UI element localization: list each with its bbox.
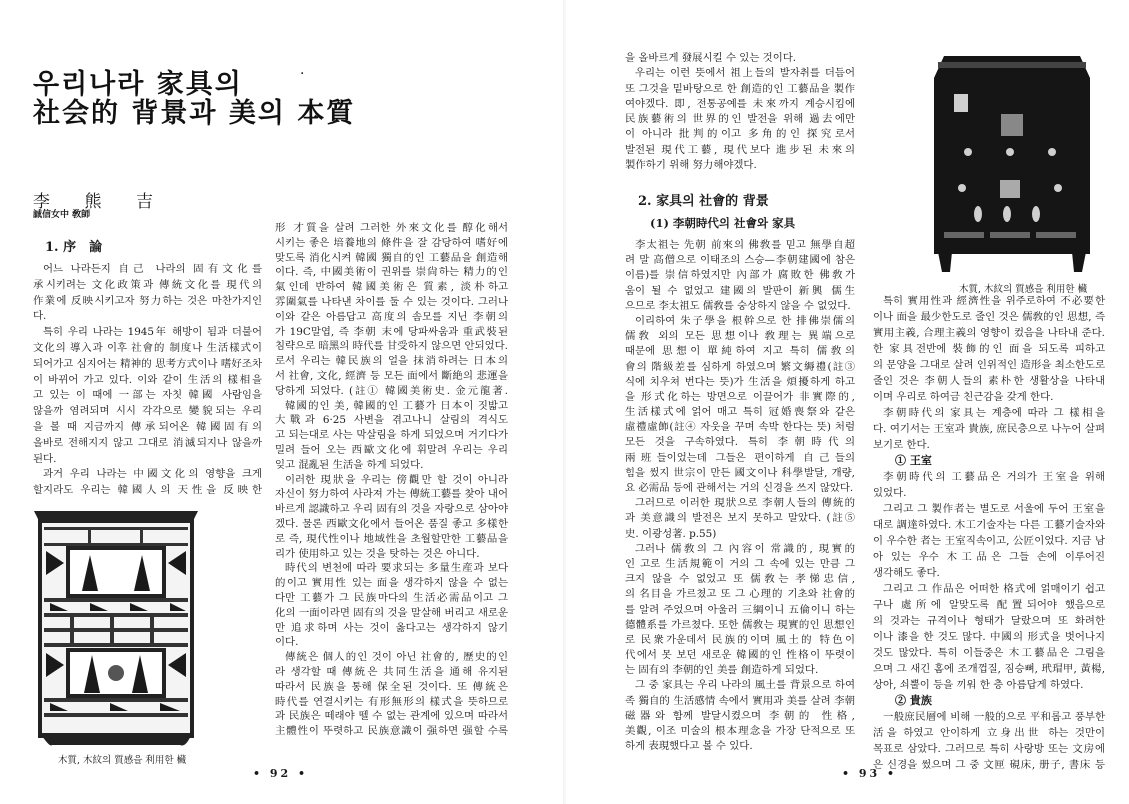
text-line: 이러한 現狀을 우리는 傍觀만 할 것이 아니라 xyxy=(285,473,508,486)
left-column-1 xyxy=(33,262,262,499)
text-line: 고 되는대로 사는 막살림을 하게 되었으며 거기다가 xyxy=(275,429,508,442)
text-line: 그러나 儒敎의 그 內容이 常識的, 現實的 xyxy=(635,542,855,555)
text-line: 美觀, 이조 미술의 根本理念을 가장 단적으로 또 xyxy=(625,725,855,737)
text-line: 그리고 그 作品은 어떠한 格式에 얽매이기 쉽고 xyxy=(883,583,1105,595)
paragraph xyxy=(625,66,855,173)
cabinet-photo-left xyxy=(30,503,202,748)
text-line: 을 形式化하는 방면으로 이끌어가 非實際的, xyxy=(625,390,855,403)
text-line: 이리하여 朱子學을 根幹으로 한 排佛崇儒의 xyxy=(635,314,855,327)
text-line: 雰圍氣를 나타낸 차이를 둘 수 있는 것이다. 그러나 xyxy=(275,295,508,308)
text-line: 것도 많았다. 특히 이들중은 木工藝品은 그림을 xyxy=(873,647,1105,659)
text-line: 會의 階級差를 심하게 하였으며 繁文縟禮(註③ xyxy=(625,360,855,373)
subheading: ② 貴族 xyxy=(895,694,932,707)
text-line: 당하게 되었다. (註① 韓國美術史. 金元龍著. xyxy=(275,384,508,397)
text-line: 리가 使用하고 있는 것을 탓하는 것은 아니다. xyxy=(275,547,480,560)
text-line: 할지라도 우리는 韓國人의 天性을 反映한 xyxy=(33,484,262,497)
paragraph xyxy=(625,678,855,754)
paragraph xyxy=(873,293,1105,405)
text-line: 로 民衆가운데서 民族的이며 風土的 特色이 xyxy=(625,633,855,646)
text-line: 이 아니라 批判的이고 多角的인 探究로서 xyxy=(625,128,855,141)
text-line: 民族藝術의 世界的인 발전을 위해 過去에만 xyxy=(625,113,855,126)
paragraph xyxy=(625,542,855,679)
text-line: 않을까 염려되며 시시 각각으로 變貌되는 우리 xyxy=(33,405,262,418)
text-line: 한 家具전반에 裝飾的인 面을 되도록 피하고 xyxy=(873,343,1105,355)
text-line: 특히 實用性과 經濟性을 위주로하여 不必要한 xyxy=(883,295,1105,307)
text-line: 과 民族은 떼래야 뗄 수 없는 관계에 있으며 따라서 xyxy=(275,710,508,723)
text-line: 발전된 現代工藝, 現代보다 進步된 未來의 xyxy=(625,143,855,156)
text-line: 으며 그 새긴 홈에 조개껍질, 짐승뼈, 玳瑁甲, 黃楊, xyxy=(873,663,1105,675)
text-line: 있었다. xyxy=(873,487,907,499)
text-line: 이 바뀌어 가고 있다. 이와 같이 生活의 樣相을 xyxy=(33,373,262,386)
text-line: 은 신경을 썼으며 그 중 文匣 硯床, 册子, 書床 등 xyxy=(873,759,1105,771)
text-line: 그리고 그 製作者는 별도로 서울에 두어 王室을 xyxy=(883,503,1105,515)
text-line: 一般庶民層에 비해 一般的으로 平和롭고 풍부한 xyxy=(883,711,1105,723)
paragraph xyxy=(873,469,1105,501)
text-line: 인 고로 生活規範이 거의 그 속에 있는 만큼 그 xyxy=(625,557,855,570)
paragraph xyxy=(625,51,855,66)
right-column-2 xyxy=(873,293,1105,773)
section2-heading: 2. 家具의 社會的 背景 xyxy=(638,194,769,209)
text-line: 大戰과 6·25 사변을 겪고나니 살림의 격식도 xyxy=(275,414,508,427)
text-line: 자신이 努力하여 사라져 가는 傳統工藝를 찾아 내어 xyxy=(275,488,508,501)
text-line: 의 名目을 가르쳤고 또 그 心理的 기초와 社會的 xyxy=(625,588,855,601)
text-line: 목표로 삼았다. 그러므로 특히 사랑방 또는 文房에 xyxy=(873,743,1105,755)
paragraph xyxy=(873,501,1105,581)
text-line: 여야겠다. 即, 전통공예를 未來까지 계승시킴에 xyxy=(625,97,855,110)
text-line: 식에 치우쳐 번다는 뜻)가 生活을 煩擾하게 하고 xyxy=(625,375,855,388)
text-line: 로 즉, 現代性이나 地域性을 초월할만한 工藝品을 xyxy=(275,532,508,545)
paragraph xyxy=(873,405,1105,453)
text-line: 李朝時代의 工藝品은 거의가 王室을 위해 xyxy=(883,471,1105,483)
text-line: 생각해도 좋다. xyxy=(873,567,940,579)
text-line: 올바로 전해지지 않고 그대로 消滅되지나 않을까 xyxy=(33,436,262,449)
photo-caption-left: 木質, 木紋의 質感을 利用한 欌 xyxy=(58,755,187,766)
author-char: 李 xyxy=(33,192,50,212)
page-number-right: • 93 • xyxy=(842,767,898,780)
text-line: 史. 이광성著. p.55) xyxy=(625,527,717,540)
text-line: 서 社會, 文化, 經濟 등 모든 面에서 斷絶의 悲運을 xyxy=(275,369,508,382)
text-line: 밀려 들어 오는 西歐文化에 휘말려 우리는 우리 xyxy=(275,443,508,456)
text-line: 이 우수한 者는 王室직속이고, 公匠이었다. 지금 남 xyxy=(873,535,1105,547)
text-line: 德體系를 가르쳤다. 또한 儒敎는 現實的인 思想인 xyxy=(625,618,855,631)
text-line: 침략으로 暗黑의 時代를 甘受하지 않으면 안되었다. xyxy=(275,340,508,353)
paragraph xyxy=(625,314,855,496)
text-line: 구나 處所에 알맞도록 配置되어야 했음으로 xyxy=(873,599,1105,611)
text-line: 대로 調達하였다. 木工기술자는 다른 工藝기술자와 xyxy=(873,519,1105,531)
text-line: 아 있는 우수 木工品은 그들 손에 이루어진 xyxy=(873,551,1105,563)
text-line: 活을 하였고 안이하게 立身出世 하는 것만이 xyxy=(873,727,1105,739)
left-column-2 xyxy=(275,221,508,739)
text-line: 承시키려는 文化政策과 傳統文化를 現代의 xyxy=(33,278,262,291)
subheading: ① 王室 xyxy=(895,454,932,467)
text-line: 이다. 즉, 中國美術이 권위를 崇尙하는 精力的인 xyxy=(275,266,508,279)
subsection1-heading: (1) 李朝時代의 社會와 家具 xyxy=(650,216,796,230)
text-line: 으므로 李太祖도 儒敎를 숭상하지 않을 수 없었다. xyxy=(625,299,851,312)
right-column-1-top xyxy=(625,51,855,173)
text-line: 代에서 못 보던 새로운 韓國的인 性格이 뚜렷이 xyxy=(625,649,855,662)
text-line: 맞도록 消化시켜 韓國 獨自的인 工藝品을 創造해 xyxy=(275,251,508,264)
paragraph xyxy=(275,650,508,739)
text-line: 요 必需品 등에 관해서는 거의 신경을 쓰지 않았다. xyxy=(625,482,854,494)
paragraph xyxy=(625,238,855,314)
article-title-line1: 우리나라 家具의 xyxy=(33,69,243,100)
text-line: 바르게 認識하고 우리 固有의 것을 자랑으로 삼아야 xyxy=(275,503,508,516)
paragraph xyxy=(33,325,262,467)
text-line: 시키는 좋은 培養地의 條件을 잘 감당하여 嗜好에 xyxy=(275,236,508,249)
text-line: 化의 一面이라면 固有의 것을 말살해 버리고 새로운 xyxy=(275,606,508,619)
text-line: 고 있는 이 때에 一部는 자칫 韓國 사람임을 xyxy=(33,389,262,402)
text-line: 만 追求하며 사는 것이 옳다고는 생각하지 않기 xyxy=(275,621,508,634)
text-line: 實用主義, 合理主義의 영향이 컸음을 나타내 준다. xyxy=(873,327,1105,339)
text-line: 을 올바르게 發展시킬 수 있는 것이다. xyxy=(625,52,797,64)
text-line: 과 美意識의 발전은 보지 못하고 말았다. (註⑤ xyxy=(625,512,855,525)
text-line: 움이 될 수 없었고 建國의 발판이 新興 儒生 xyxy=(625,284,855,297)
text-line: 상아, 쇠뿔이 등을 끼워 한 층 아름답게 하였다. xyxy=(873,679,1084,691)
text-line: 를 알려 주었으며 아울러 三綱이니 五倫이니 하는 xyxy=(625,603,855,616)
text-line: 이나 漆을 한 것도 많다. 中國의 形式을 벗어나지 xyxy=(873,631,1105,643)
text-line: 時代를 연결시키는 有形無形의 樣式을 뜻하므로 xyxy=(275,695,508,708)
section1-heading: 1. 序 論 xyxy=(45,240,103,255)
text-line: 과거 우리 나라는 中國文化의 영향을 크게 xyxy=(43,468,262,481)
text-line: 로서 우리는 韓民族의 얼을 抹消하려는 日本의 xyxy=(275,355,508,368)
page-number-left: • 92 • xyxy=(253,767,309,780)
text-line: 의 것과는 규격이나 형태가 달랐으며 또 화려한 xyxy=(873,615,1105,627)
text-line: 이다. xyxy=(275,636,299,649)
text-line: 이며 우리로 하여금 친근감을 갖게 한다. xyxy=(873,391,1054,403)
text-line: 크지 않을 수 없었고 또 儒敎는 孝悌忠信, xyxy=(625,573,855,586)
text-line: 的이고 實用性 있는 面을 생각하지 않을 수 없는 xyxy=(275,577,508,590)
text-line: 힘을 썼지 世宗이 만든 國文이나 科學발달, 개량, xyxy=(625,466,855,479)
text-line: 虛禮虛飾(註④ 자웃을 꾸며 속박 한다는 뜻) 처럼 xyxy=(625,421,855,434)
text-line: 이와 같은 아름답고 高度의 솜모를 지닌 李朝의 xyxy=(275,310,508,323)
text-line: 生活樣式에 얽어 매고 특히 冠婚喪祭와 같은 xyxy=(625,406,855,419)
text-line: 줄인 것은 李朝人들의 素朴한 생활상을 나타내 xyxy=(873,375,1105,387)
text-line: 때문에 思想이 單純하여 지고 특히 儒敎의 xyxy=(625,345,855,358)
text-line: 文化의 導入과 이후 社會的 制度나 生活樣式이 xyxy=(33,341,262,354)
paragraph xyxy=(275,561,508,650)
text-line: 겠다. 물론 西歐文化에서 들어온 품질 좋고 多樣한 xyxy=(275,517,508,530)
paragraph xyxy=(625,496,855,542)
article-title-line2: 社会的 背景과 美의 本質 xyxy=(33,98,356,129)
paragraph xyxy=(33,262,262,325)
text-line: 그러므로 이러한 現狀으로 李朝人들의 傳統的 xyxy=(635,497,855,510)
right-page xyxy=(566,0,1129,804)
author-affiliation: 誠信女中 敎師 xyxy=(33,210,91,220)
text-line: 傳統은 個人的인 것이 아닌 社會的, 歷史的인 xyxy=(285,651,508,664)
text-line: 라 생각할 때 傳統은 共同生活을 通해 유지된 xyxy=(275,665,508,678)
text-line: 우리는 이런 뜻에서 祖上들의 발자취를 더듬어 xyxy=(635,67,855,80)
text-line: 磁器와 함께 발달시켰으며 李朝的 性格, xyxy=(625,709,855,722)
text-line: 어느 나라든지 自己 나라의 固有文化를 xyxy=(43,263,262,275)
text-line: 다. 여기서는 王室과 貴族, 庶民층으로 나누어 살펴 xyxy=(873,423,1105,435)
text-line: 作業에 反映시키고자 努力하는 것은 마찬가지인 xyxy=(33,294,262,307)
text-line: 는 固有의 李朝的인 美를 創造하게 되었다. xyxy=(625,664,819,677)
text-line: 모든 것을 구속하였다. 특히 李朝時代의 xyxy=(625,436,855,449)
text-line: 製作하기 위해 努力해야겠다. xyxy=(625,159,757,172)
text-line: 되어가고 심지어는 精神的 思考方式이나 嗜好조차 xyxy=(33,357,262,370)
text-line: 氣인데 반하여 韓國美術은 質素, 淡朴하고 xyxy=(275,281,508,294)
text-line: 또 그것을 밑바탕으로 한 創造的인 工藝品을 製作 xyxy=(625,82,855,95)
photo-caption-right: 木質, 木紋의 質感을 利用한 欌 xyxy=(959,284,1088,295)
text-line: 려 말 高僧으로 이태조의 스승—李朝建國에 참은 xyxy=(625,254,855,267)
paragraph xyxy=(275,399,508,473)
text-line: 李朝時代의 家具는 계층에 따라 그 樣相을 xyxy=(883,407,1105,419)
text-line: 특히 우리 나라는 1945年 해방이 됨과 더불어 xyxy=(43,326,262,339)
text-line: 잊고 混亂된 生活을 하게 되었다. xyxy=(275,458,424,471)
text-line: 보기로 한다. xyxy=(873,439,930,451)
text-line: 다. xyxy=(33,310,47,323)
title-dot: · xyxy=(300,66,305,82)
text-line: 다만 工藝가 그 民族마다의 生活必需品이고 그 xyxy=(275,591,508,604)
paragraph xyxy=(873,581,1105,693)
text-line: 時代의 변천에 따라 要求되는 多量生産과 보다 xyxy=(285,562,508,575)
text-line: 을 볼 때 지금까지 傳承되어온 韓國固有의 xyxy=(33,420,262,433)
text-line: 하게 表現했다고 볼 수 있다. xyxy=(625,740,753,753)
text-line: 儒敎 외의 모든 思想이나 敎理는 異端으로 xyxy=(625,330,855,343)
text-line: 李太祖는 先朝 前來의 佛敎를 믿고 無學自超 xyxy=(635,239,855,251)
text-line: 의 문양을 그대로 살려 인위적인 造形을 최소한도로 xyxy=(873,359,1105,371)
text-line: 그 중 家具는 우리 나라의 風土를 背景으로 하여 xyxy=(635,679,855,692)
text-line: 가 19C말엽, 즉 李朝 末에 당파싸움과 重武裝된 xyxy=(275,325,508,338)
text-line: 족 獨自的 生活感情 속에서 實用과 美를 살려 李朝 xyxy=(625,694,855,707)
text-line: 이름)를 崇信하였지만 內部가 腐敗한 佛敎가 xyxy=(625,269,855,282)
text-line: 主體性이 뚜렷하고 民族意識이 强하면 强할 수록 xyxy=(275,725,508,738)
left-page xyxy=(0,0,563,804)
paragraph xyxy=(873,709,1105,773)
text-line: 따라서 民族을 통해 保全된 것이다. 또 傳統은 xyxy=(275,680,508,693)
text-line: 兩班들이었는데 그들은 편이하게 自己들의 xyxy=(625,451,855,464)
author-char: 熊 xyxy=(84,192,102,212)
cabinet-photo-right xyxy=(928,52,1096,277)
paragraph xyxy=(33,467,262,499)
text-line: 된다. xyxy=(33,452,57,465)
paragraph xyxy=(275,473,508,562)
author-char: 吉 xyxy=(136,192,153,212)
text-line: 이나 面을 最少한도로 줄인 것은 儒敎的인 思想, 즉 xyxy=(873,311,1105,323)
paragraph xyxy=(275,221,508,399)
text-line: 韓國的인 美, 韓國的인 工藝가 日本이 짓밟고 xyxy=(285,399,508,412)
right-column-1 xyxy=(625,238,855,754)
text-line: 形 才質을 살려 그러한 外來文化를 醇化해서 xyxy=(275,222,508,234)
